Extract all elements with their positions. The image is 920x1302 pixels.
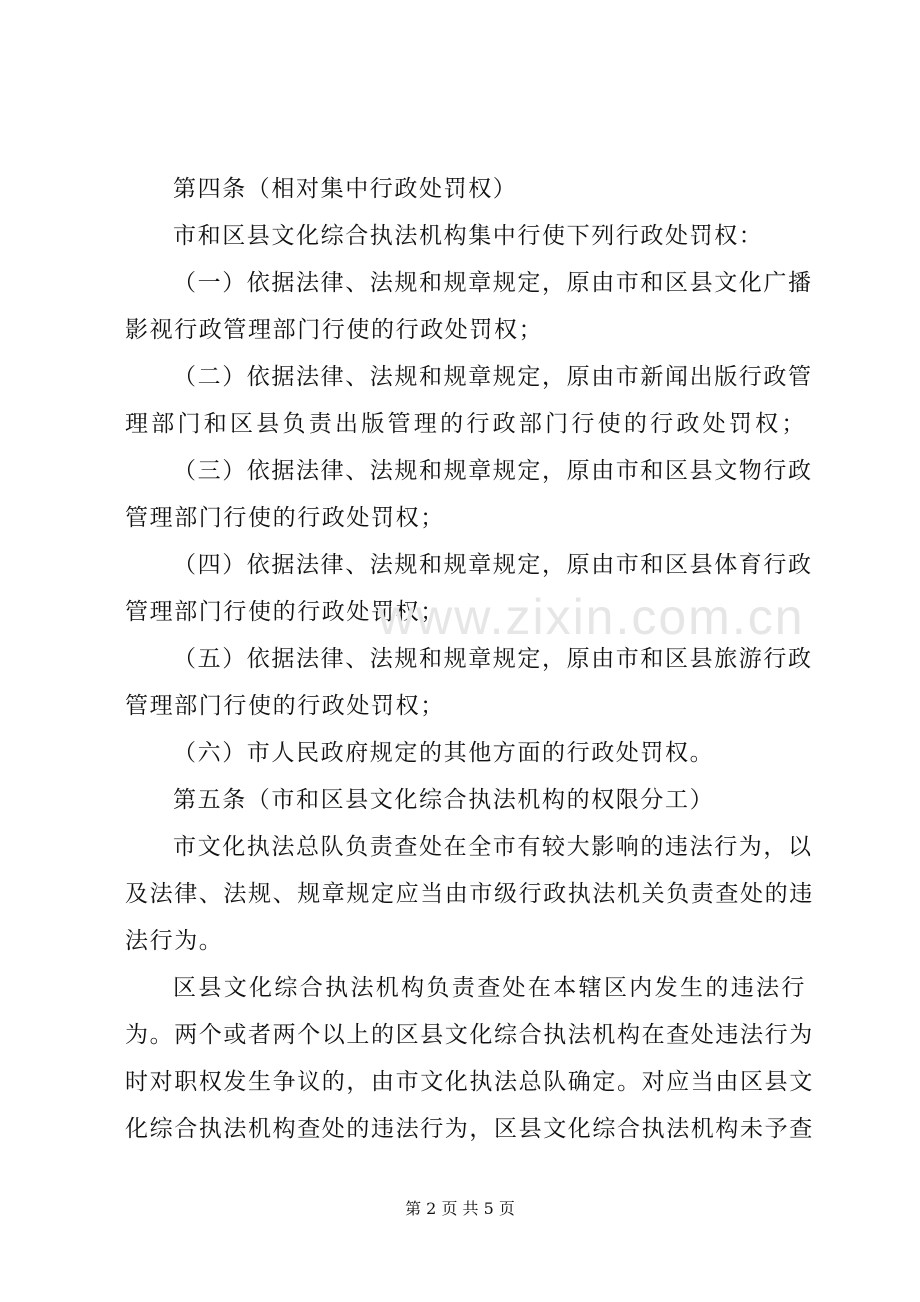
text-line: 管理部门行使的行政处罚权； [125,505,445,531]
text-line: 管理部门行使的行政处罚权； [125,693,445,719]
watermark: www.zixin.com.cn [378,589,805,645]
text-line: 第四条（相对集中行政处罚权） [173,176,518,202]
text-line: 时对职权发生争议的，由市文化执法总队确定。对应当由区县文 [125,1069,814,1095]
text-line: 法行为。 [125,928,224,954]
text-line: （五）依据法律、法规和规章规定，原由市和区县旅游行政 [173,646,813,672]
text-line: 及法律、法规、规章规定应当由市级行政执法机关负责查处的违 [125,881,814,907]
text-line: 管理部门行使的行政处罚权； [125,599,445,625]
text-line: （三）依据法律、法规和规章规定，原由市和区县文物行政 [173,458,813,484]
text-line: （六）市人民政府规定的其他方面的行政处罚权。 [173,740,715,766]
text-line: 理部门和区县负责出版管理的行政部门行使的行政处罚权； [125,411,806,437]
text-line: 市文化执法总队负责查处在全市有较大影响的违法行为，以 [173,834,813,860]
document-body [125,166,814,1153]
text-line: （四）依据法律、法规和规章规定，原由市和区县体育行政 [173,552,813,578]
text-line: 第五条（市和区县文化综合执法机构的权限分工） [173,787,715,813]
text-line: （一）依据法律、法规和规章规定，原由市和区县文化广播 [173,270,813,296]
page-footer: 第 2 页 共 5 页 [405,1199,515,1218]
text-line: 化综合执法机构查处的违法行为，区县文化综合执法机构未予查 [125,1116,814,1142]
text-line: 区县文化综合执法机构负责查处在本辖区内发生的违法行 [173,975,806,1001]
text-line: 影视行政管理部门行使的行政处罚权； [125,317,544,343]
text-line: 为。两个或者两个以上的区县文化综合执法机构在查处违法行为 [125,1022,814,1048]
text-line: 市和区县文化综合执法机构集中行使下列行政处罚权： [173,223,764,249]
text-line: （二）依据法律、法规和规章规定，原由市新闻出版行政管 [173,364,813,390]
